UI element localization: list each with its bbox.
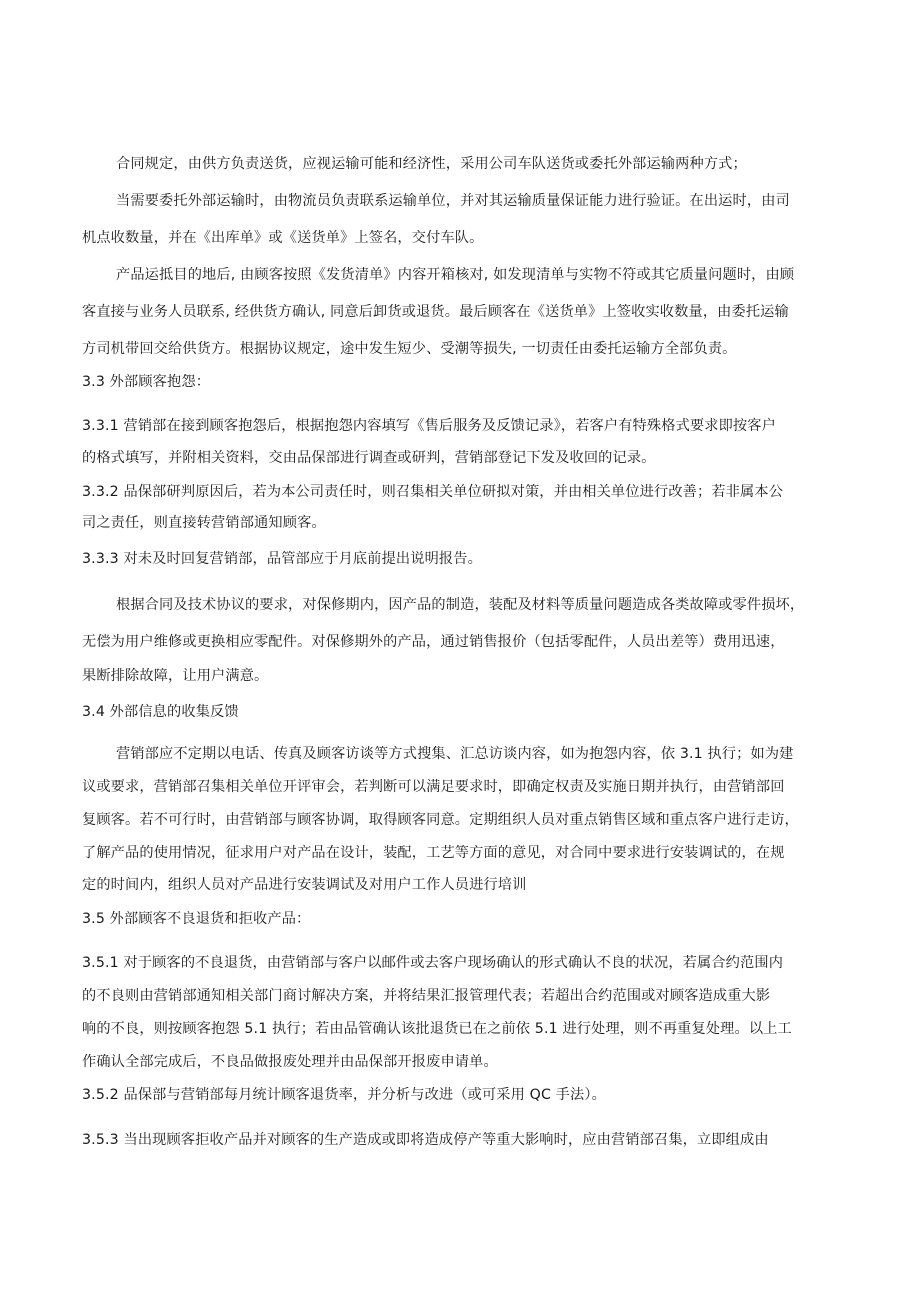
text-line: 响的不良，则按顾客抱怨 5.1 执行；若由品管确认该批退货已在之前依 5.1 进行处理，则不再重复处理。以上工 [82,1021,792,1037]
text-line: 3.3.1 营销部在接到顾客抱怨后，根据抱怨内容填写《售后服务及反馈记录》，若客户有特殊格式要求即按客户 [82,418,776,434]
text-line: 方司机带回交给供货方。根据协议规定，途中发生短少、受潮等损失, 一切责任由委托运输方全部负责。 [82,341,737,357]
text-line: 的不良则由营销部通知相关部门商讨解决方案，并将结果汇报管理代表；若超出合约范围或对顾客造成重大影 [82,988,771,1004]
text-line: 3.5.1 对于顾客的不良退货，由营销部与客户以邮件或去客户现场确认的形式确认不良的状况，若属合约范围内 [82,955,784,971]
text-line: 司之责任，则直接转营销部通知顾客。 [82,515,326,531]
text-line: 3.5.2 品保部与营销部每月统计顾客退货率，并分析与改进（或可采用 QC 手法）。 [82,1087,606,1103]
text-line: 复顾客。若不可行时，由营销部与顾客协调，取得顾客同意。定期组织人员对重点销售区域和重点客户进行走访， [82,812,799,828]
text-line: 产品运抵目的地后, 由顾客按照《发货清单》内容开箱核对, 如发现清单与实物不符或其它质量问题时，由顾 [116,267,795,283]
text-line: 了解产品的使用情况，征求用户对产品在设计，装配，工艺等方面的意见，对合同中要求进行安装调试的，在规 [82,845,785,861]
text-line: 客直接与业务人员联系, 经供货方确认, 同意后卸货或退货。最后顾客在《送货单》上签收实收数量，由委托运输 [82,304,789,320]
text-line: 当需要委托外部运输时，由物流员负责联系运输单位，并对其运输质量保证能力进行验证。在出运时，由司 [116,193,790,209]
text-line: 的格式填写，并附相关资料，交由品保部进行调查或研判，营销部登记下发及收回的记录。 [82,450,656,466]
text-line: 果断排除故障，让用户满意。 [82,668,269,684]
text-line: 作确认全部完成后，不良品做报废处理并由品保部开报废申请单。 [82,1054,498,1070]
text-line: 3.3.3 对未及时回复营销部，品管部应于月底前提出说明报告。 [82,551,482,567]
text-line: 根据合同及技术协议的要求，对保修期内，因产品的制造，装配及材料等质量问题造成各类故障或零件损坏， [116,597,805,613]
text-line: 营销部应不定期以电话、传真及顾客访谈等方式搜集、汇总访谈内容，如为抱怨内容，依 3.1 执行；如为建 [116,746,794,762]
text-line: 合同规定，由供方负责送货，应视运输可能和经济性，采用公司车队送货或委托外部运输两种方式； [116,156,747,172]
section-heading: 3.4 外部信息的收集反馈 [82,704,239,720]
text-line: 议或要求，营销部召集相关单位开评审会，若判断可以满足要求时，即确定权责及实施日期并执行，由营销部回 [82,779,785,795]
section-heading: 3.3 外部顾客抱怨： [82,374,211,390]
text-line: 定的时间内，组织人员对产品进行安装调试及对用户工作人员进行培训 [82,877,527,893]
text-line: 3.3.2 品保部研判原因后，若为本公司责任时，则召集相关单位研拟对策，并由相关单位进行改善；若非属本公 [82,484,784,500]
text-line: 无偿为用户维修或更换相应零配件。对保修期外的产品，通过销售报价（包括零配件，人员出差等）费用迅速， [82,634,785,650]
text-line: 机点收数量，并在《出库单》或《送货单》上签名，交付车队。 [82,230,484,246]
section-heading: 3.5 外部顾客不良退货和拒收产品： [82,911,311,927]
text-line: 3.5.3 当出现顾客拒收产品并对顾客的生产造成或即将造成停产等重大影响时，应由营销部召集，立即组成由 [82,1132,769,1148]
